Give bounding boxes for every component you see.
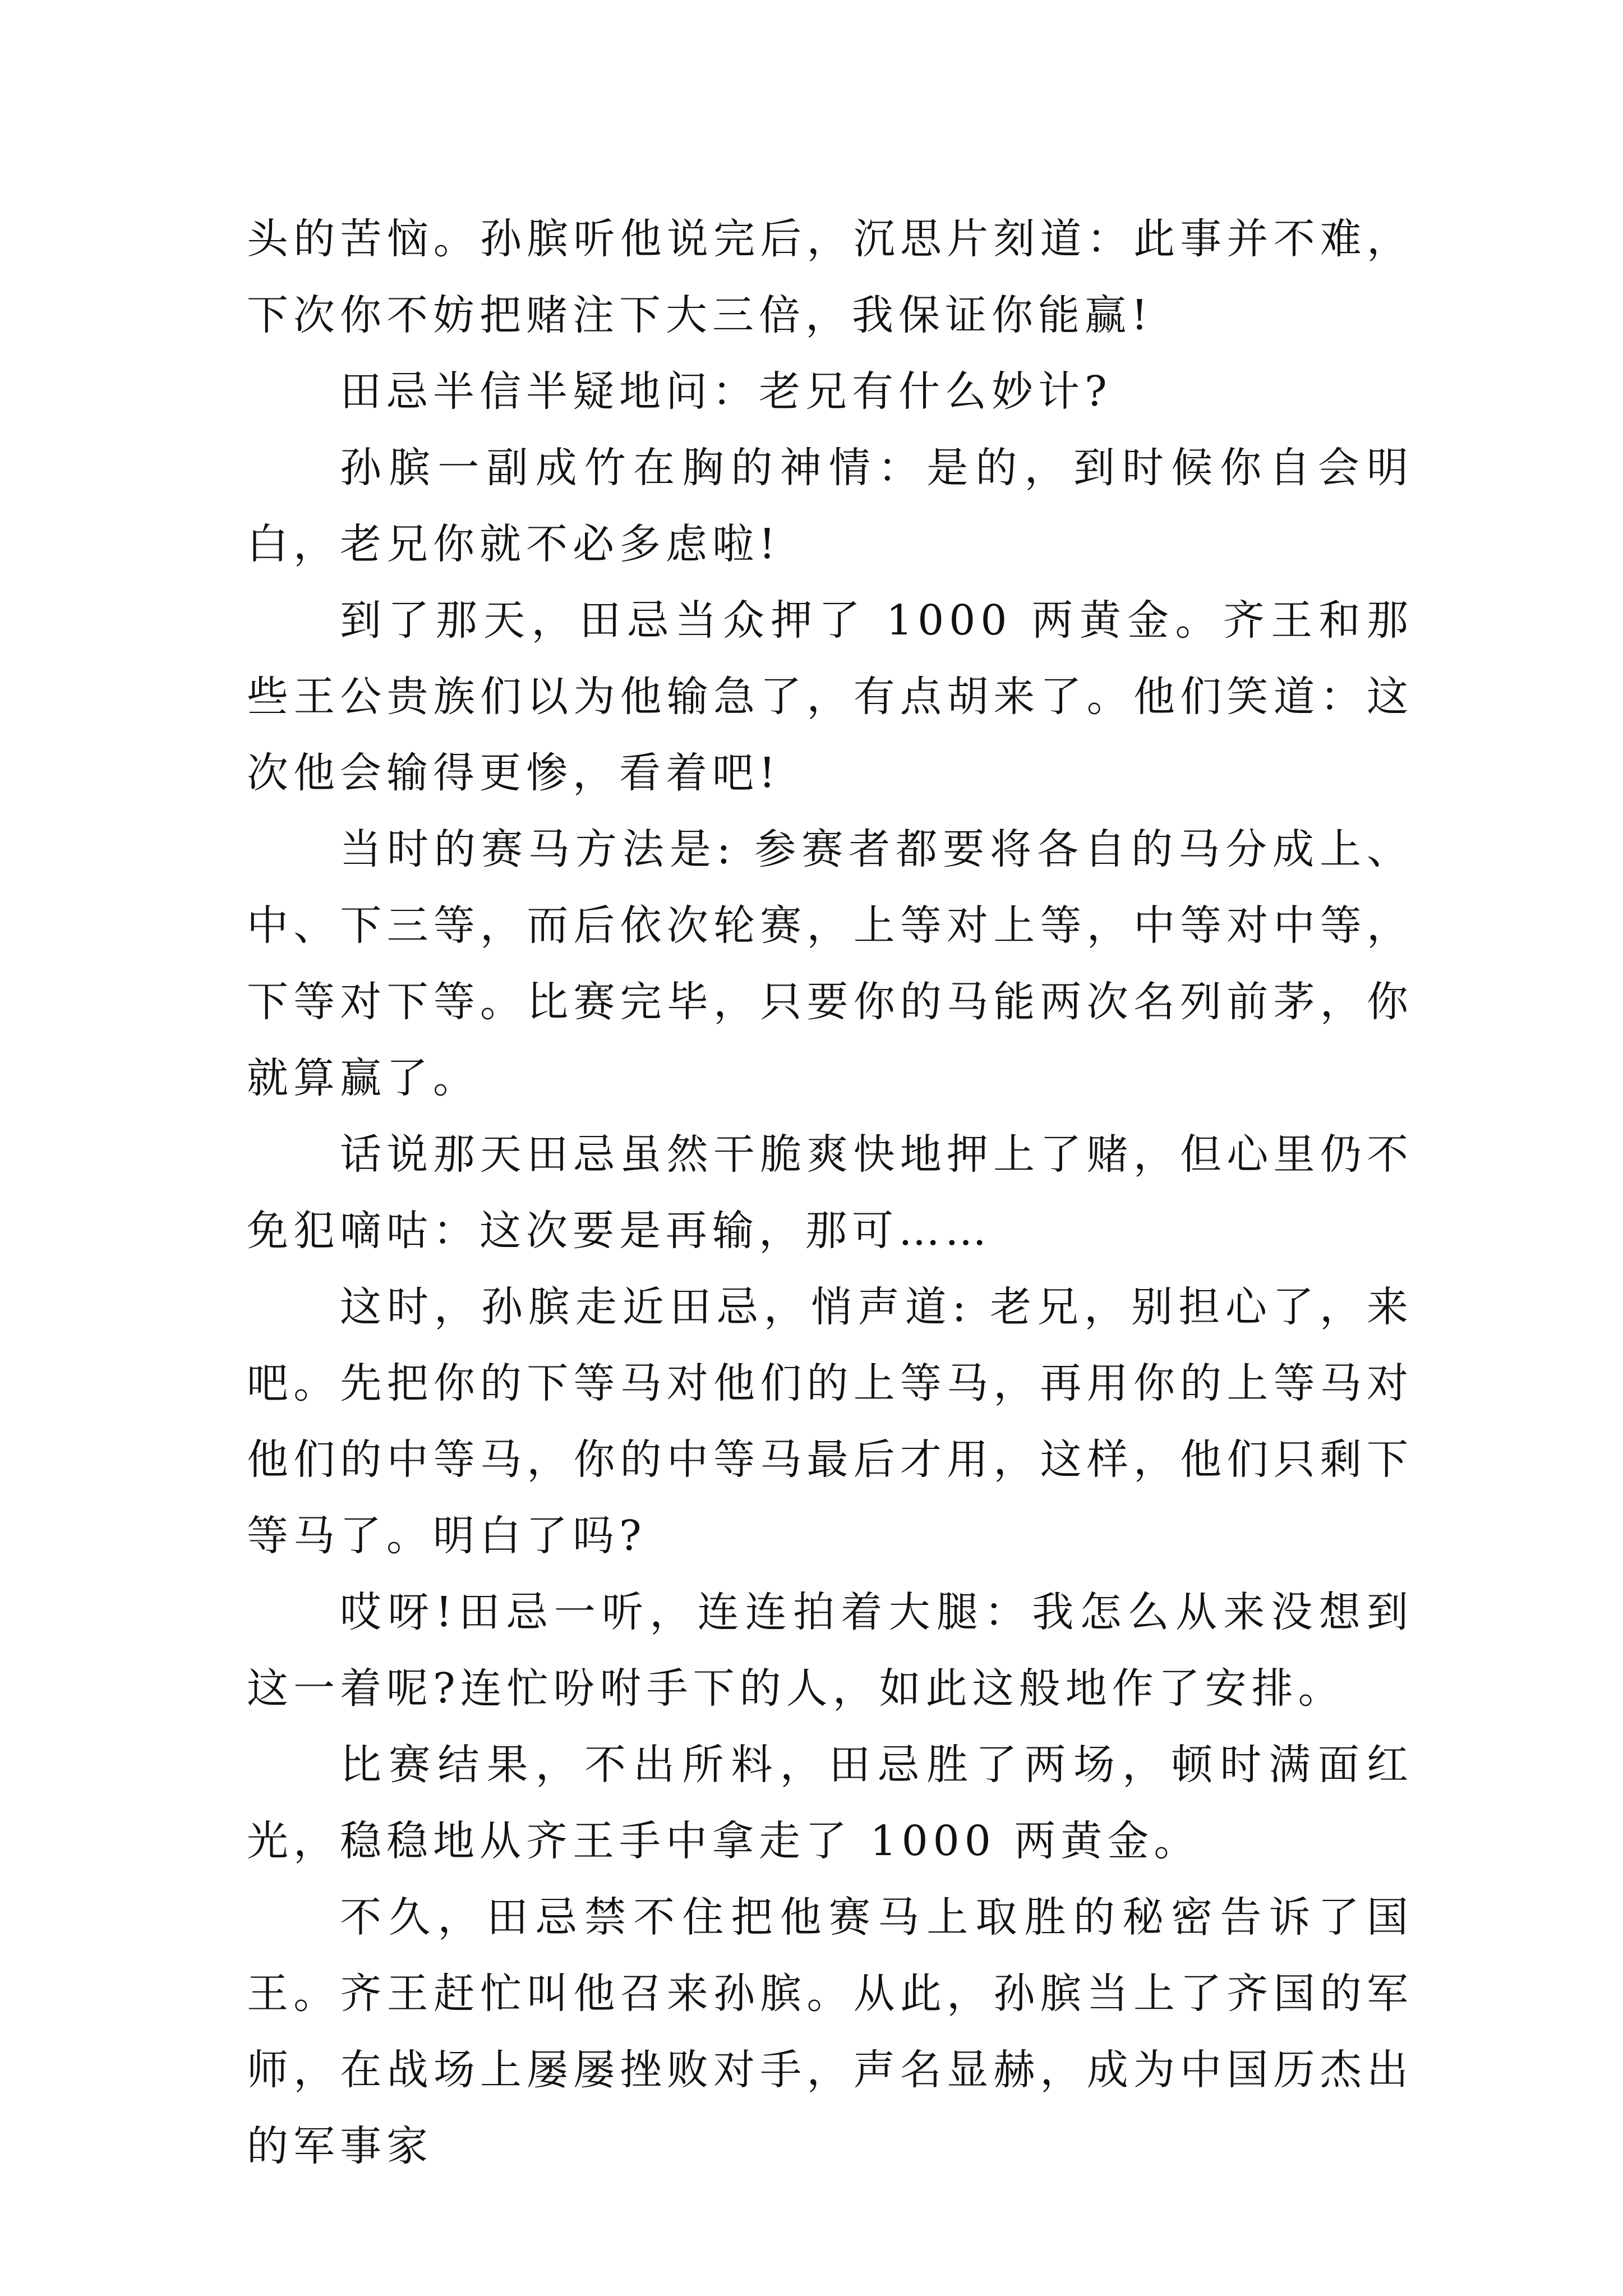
paragraph-5: 当时的赛马方法是: 参赛者都要将各自的马分成上、中、下三等，而后依次轮赛，上等对上等，中等对中等，下等对下等。比赛完毕，只要你的马能两次名列前茅，你就算赢了。 <box>247 825 1413 1102</box>
body-text <box>247 201 1413 2184</box>
paragraph-3: 孙膑一副成竹在胸的神情：是的，到时候你自会明白，老兄你就不必多虑啦! <box>247 444 1413 568</box>
paragraph-2: 田忌半信半疑地问：老兄有什么妙计? <box>340 367 1112 416</box>
paragraph-7: 这时，孙膑走近田忌，悄声道: 老兄，别担心了，来吧。先把你的下等马对他们的上等马，再用你的上等马对他们的中等马，你的中等马最后才用，这样，他们只剩下等马了。明白了吗? <box>247 1283 1413 1560</box>
paragraph-10: 不久，田忌禁不住把他赛马上取胜的秘密告诉了国王。齐王赶忙叫他召来孙膑。从此，孙膑当上了齐国的军师，在战场上屡屡挫败对手，声名显赫，成为中国历杰出的军事家 <box>247 1893 1413 2170</box>
paragraph-4: 到了那天，田忌当众押了 1000 两黄金。齐王和那些王公贵族们以为他输急了，有点胡来了。他们笑道：这次他会输得更惨，看着吧! <box>247 596 1413 797</box>
paragraph-6: 话说那天田忌虽然干脆爽快地押上了赌，但心里仍不免犯嘀咕：这次要是再输，那可…… <box>247 1130 1413 1255</box>
paragraph-1: 头的苦恼。孙膑听他说完后，沉思片刻道：此事并不难，下次你不妨把赌注下大三倍，我保证你能赢! <box>247 215 1413 339</box>
paragraph-9: 比赛结果，不出所料，田忌胜了两场，顿时满面红光，稳稳地从齐王手中拿走了 1000 两黄金。 <box>247 1741 1413 1865</box>
paragraph-8: 哎呀!田忌一听，连连拍着大腿：我怎么从来没想到这一着呢?连忙吩咐手下的人，如此这般地作了安排。 <box>247 1588 1413 1713</box>
